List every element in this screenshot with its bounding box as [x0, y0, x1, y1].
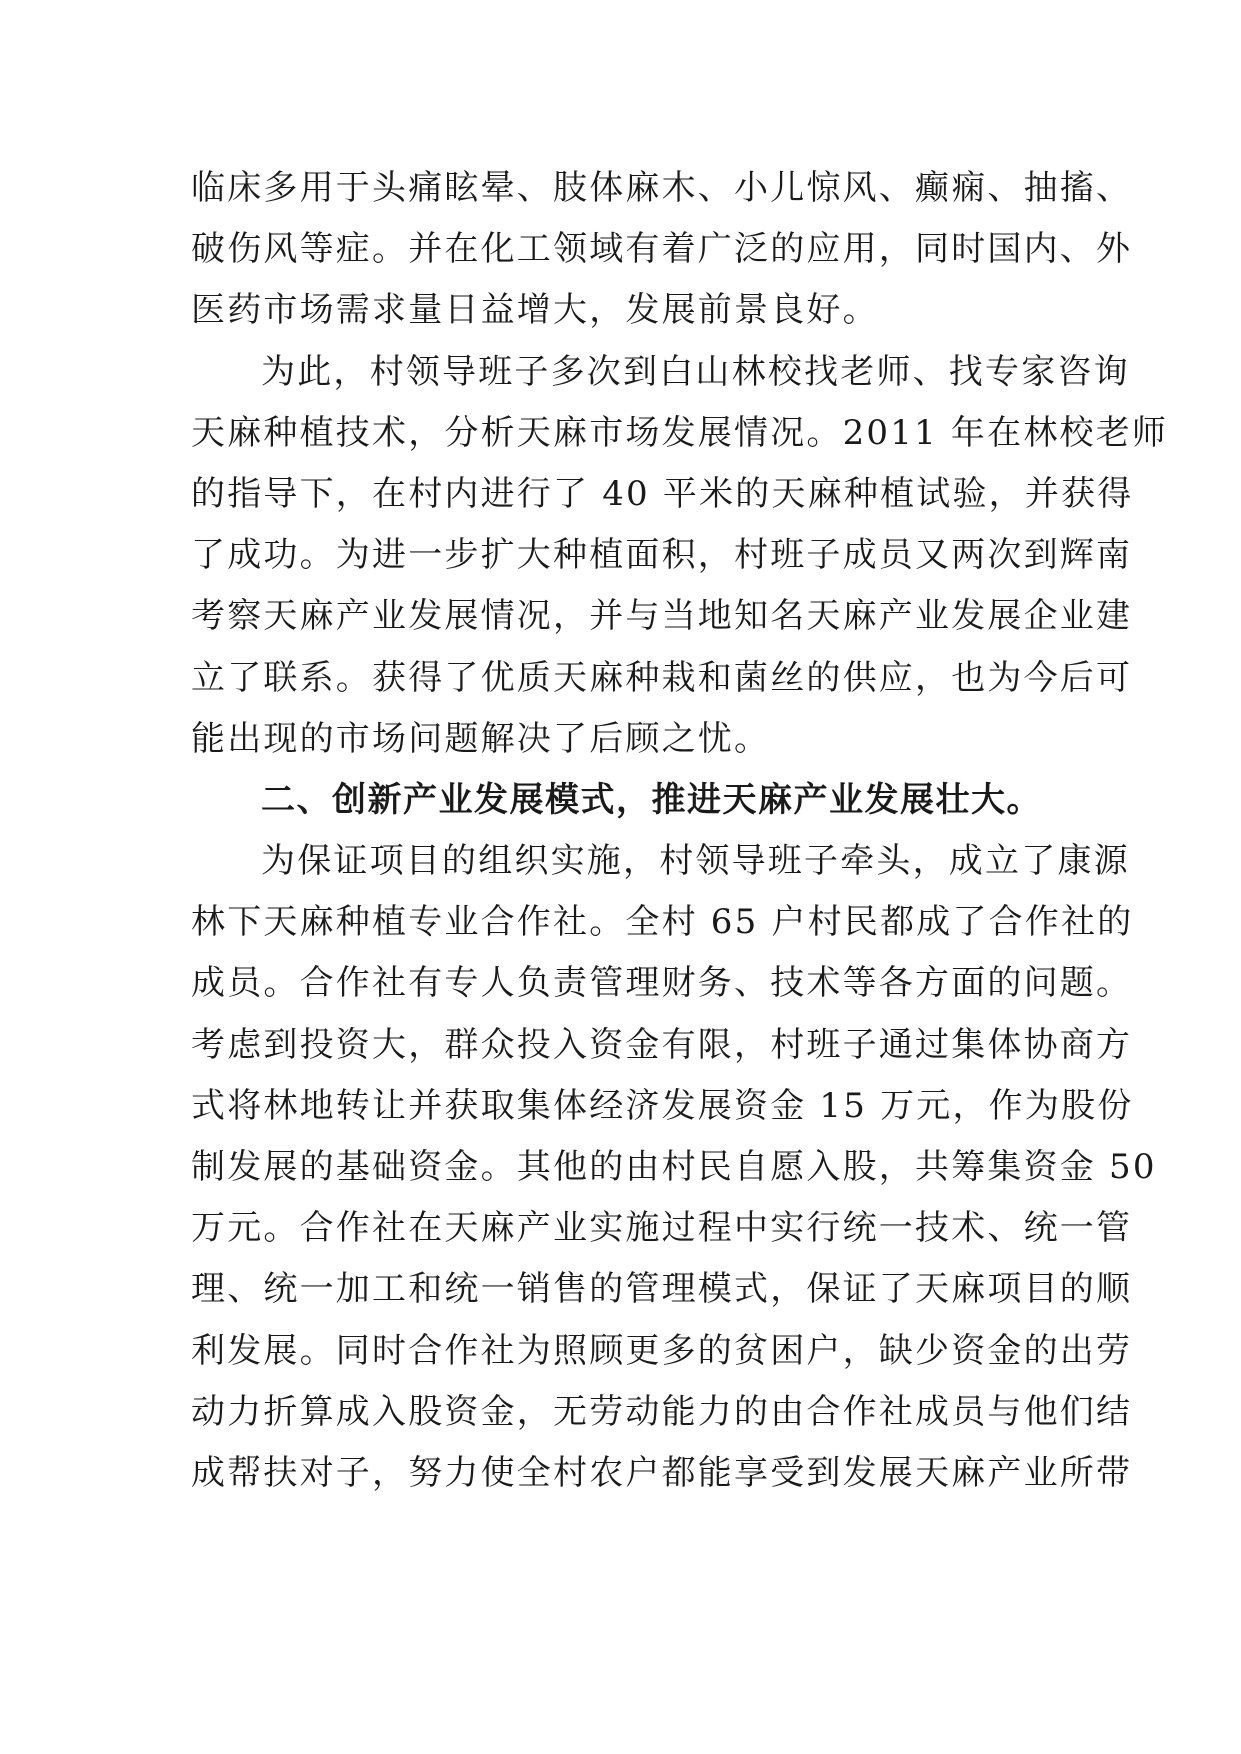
text-line: 林下天麻种植专业合作社。全村 65 户村民都成了合作社的: [191, 902, 1134, 943]
paragraph: [191, 342, 1169, 770]
text-line: 万元。合作社在天麻产业实施过程中实行统一技术、统一管: [191, 1208, 1133, 1249]
text-line: 制发展的基础资金。其他的由村民自愿入股，共筹集资金 50: [191, 1147, 1157, 1187]
text-line: 临床多用于头痛眩晕、肢体麻木、小儿惊风、癫痫、抽搐、: [191, 168, 1133, 208]
section-heading: [191, 770, 1051, 831]
text-line: 为此，村领导班子多次到白山林校找老师、找专家咨询: [261, 351, 1130, 392]
text-line: 医药市场需求量日益增大，发展前景良好。: [191, 290, 879, 331]
paragraph: [191, 831, 1157, 1504]
text-line: 立了联系。获得了优质天麻种栽和菌丝的供应，也为今后可: [191, 657, 1133, 698]
text-line: 为保证项目的组织实施，村领导班子牵头，成立了康源: [261, 841, 1130, 882]
section-heading-text: 二、创新产业发展模式，推进天麻产业发展壮大。: [261, 779, 1042, 820]
document-body: [191, 158, 1169, 1504]
text-line: 理、统一加工和统一销售的管理模式，保证了天麻项目的顺: [191, 1269, 1133, 1310]
text-line: 利发展。同时合作社为照顾更多的贫困户，缺少资金的出劳: [191, 1330, 1133, 1371]
text-line: 考察天麻产业发展情况，并与当地知名天麻产业发展企业建: [191, 596, 1133, 637]
text-line: 动力折算成入股资金，无劳动能力的由合作社成员与他们结: [191, 1391, 1133, 1432]
text-line: 成帮扶对子，努力使全村农户都能享受到发展天麻产业所带: [191, 1452, 1133, 1493]
text-line: 天麻种植技术，分析天麻市场发展情况。2011 年在林校老师: [191, 412, 1169, 453]
text-line: 的指导下，在村内进行了 40 平米的天麻种植试验，并获得: [191, 473, 1134, 514]
text-line: 成员。合作社有专人负责管理财务、技术等各方面的问题。: [191, 963, 1133, 1004]
text-line: 破伤风等症。并在化工领域有着广泛的应用，同时国内、外: [191, 229, 1133, 270]
text-line: 式将林地转让并获取集体经济发展资金 15 万元，作为股份: [191, 1085, 1134, 1126]
text-line: 能出现的市场问题解决了后顾之忧。: [191, 718, 771, 759]
paragraph: [191, 158, 1133, 342]
text-line: 考虑到投资大，群众投入资金有限，村班子通过集体协商方: [191, 1024, 1133, 1065]
text-line: 了成功。为进一步扩大种植面积，村班子成员又两次到辉南: [191, 535, 1133, 576]
